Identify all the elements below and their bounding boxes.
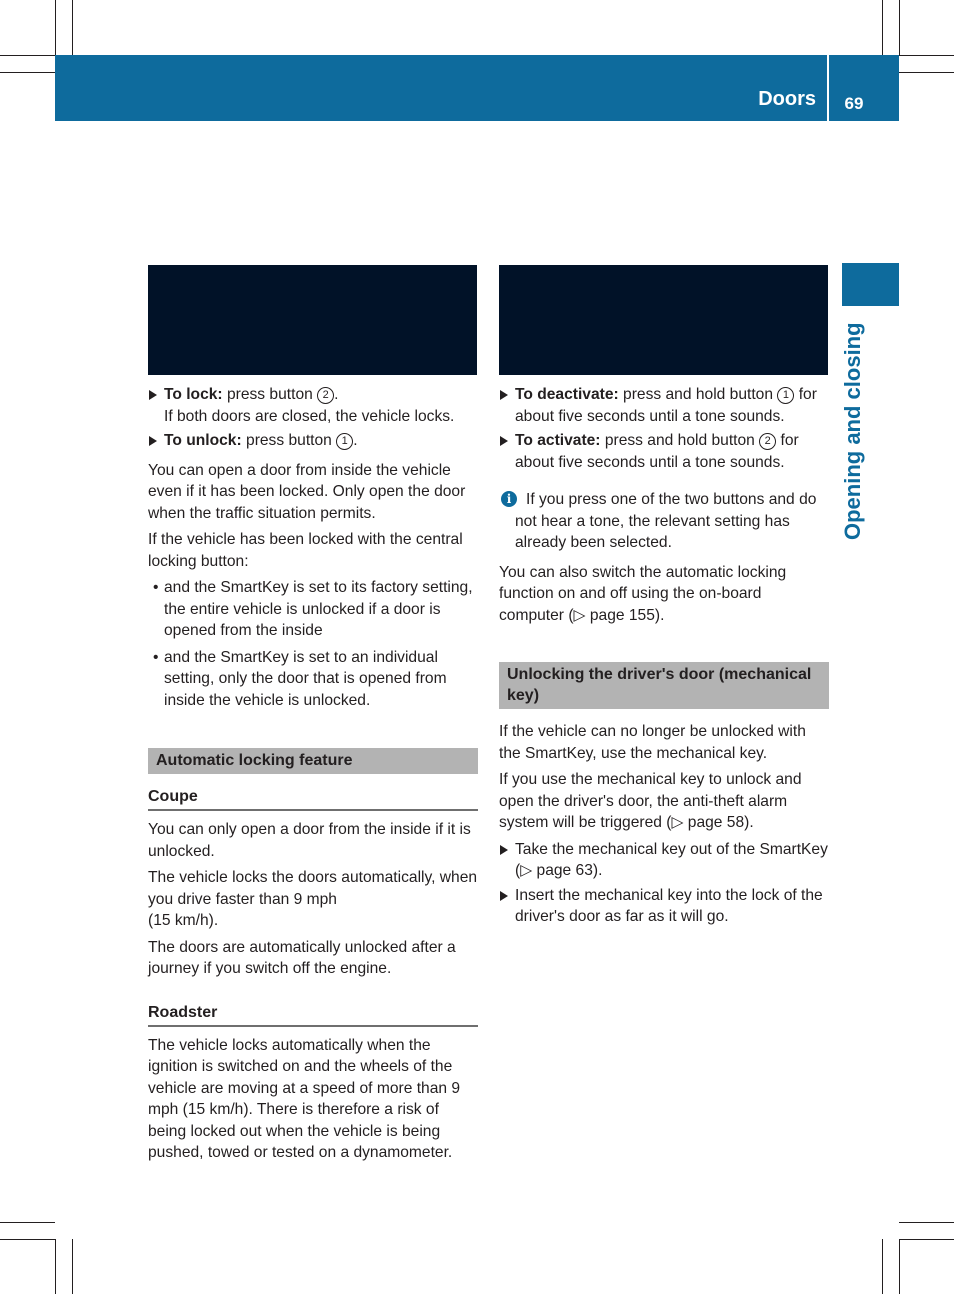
list-item-text: and the SmartKey is set to an individual setting, only the door that is opened from inside the vehicle is unlocked. — [164, 648, 447, 709]
step-arrow-icon — [500, 845, 508, 855]
step-arrow-icon — [149, 436, 157, 446]
paragraph: You can only open a door from the inside if it is unlocked. — [148, 821, 471, 860]
paragraph: If the vehicle has been locked with the central locking button: — [148, 531, 463, 570]
step-text: press button — [246, 432, 332, 449]
crop-mark — [55, 0, 56, 55]
step-label: To activate: — [515, 432, 601, 449]
bullet-dot: • — [153, 648, 159, 666]
crop-mark — [899, 55, 954, 56]
list-item — [148, 647, 478, 712]
info-note — [499, 489, 829, 554]
crop-mark — [882, 1239, 883, 1294]
step-text: Insert the mechanical key into the lock of the driver's door as far as it will go. — [515, 886, 823, 925]
paragraph: The doors are automatically unlocked after a journey if you switch off the engine. — [148, 938, 456, 977]
button-number-icon: 2 — [759, 433, 776, 450]
crop-mark — [0, 1239, 55, 1240]
button-number-icon: 1 — [777, 387, 794, 404]
paragraph: You can open a door from inside the vehicle even if it has been locked. Only open the door when the traffic situation permits. — [148, 461, 466, 522]
crop-mark — [72, 1239, 73, 1294]
subsection-title-coupe: Coupe — [148, 786, 478, 811]
step-text: for about five seconds until a tone sounds. — [515, 386, 817, 425]
crop-mark — [899, 1239, 900, 1294]
button-number-icon: 1 — [336, 433, 353, 450]
chapter-label — [840, 300, 872, 540]
list-item-text: and the SmartKey is set to its factory setting, the entire vehicle is unlocked if a door is opened from the inside — [164, 579, 473, 639]
crop-mark — [55, 1239, 56, 1294]
step-deactivate — [499, 384, 829, 427]
step-text: press button — [226, 386, 313, 403]
left-column — [148, 384, 478, 1169]
step-label: To deactivate: — [515, 386, 619, 403]
paragraph: You can also switch the automatic locking function on and off using the on-board computer (▷ page 155). — [499, 563, 787, 624]
section-title: Doors — [758, 88, 816, 110]
step-lock — [148, 384, 478, 427]
step-arrow-icon — [500, 390, 508, 400]
paragraph: The vehicle locks automatically when the ignition is switched on and the wheels of the vehicle are moving at a speed of more than 9 mph (15 km/h). There is therefore a risk of being locked out when the vehicle is being pushed, towed or tested on a dynamometer. — [148, 1036, 461, 1161]
page-number: 69 — [844, 94, 864, 113]
crop-mark — [0, 1222, 55, 1223]
info-text: If you press one of the two buttons and do not hear a tone, the relevant setting has already been selected. — [515, 491, 817, 551]
step-arrow-icon — [149, 390, 157, 400]
step-unlock — [148, 430, 478, 452]
section-heading: Automatic locking feature — [148, 748, 478, 774]
step-end: . — [334, 386, 339, 403]
paragraph: If the vehicle can no longer be unlocked with the SmartKey, use the mechanical key. — [499, 723, 806, 762]
bullet-dot: • — [153, 579, 159, 596]
step-label: To lock: — [164, 386, 223, 403]
step-insert-key — [499, 885, 829, 928]
paragraph: If you use the mechanical key to unlock and open the driver's door, the anti-theft alarm system will be triggered (▷ page 58). — [499, 771, 802, 831]
step-note: If both doors are closed, the vehicle locks. — [164, 407, 455, 425]
step-text: press and hold button — [623, 386, 774, 403]
step-take-key — [499, 839, 829, 882]
subsection-title-roadster: Roadster — [148, 1002, 478, 1027]
step-activate — [499, 430, 829, 473]
paragraph — [148, 867, 478, 910]
list-item — [148, 577, 478, 642]
section-heading: Unlocking the driver's door (mechanical key) — [499, 662, 829, 709]
crop-mark — [899, 1222, 954, 1223]
crop-mark — [882, 0, 883, 55]
chapter-label-text: Opening and closing — [840, 322, 865, 540]
right-column — [499, 384, 829, 931]
crop-mark — [899, 0, 900, 55]
crop-mark — [899, 1239, 954, 1240]
step-arrow-icon — [500, 891, 508, 901]
step-text: press and hold button — [604, 432, 755, 449]
step-label: To unlock: — [164, 432, 242, 449]
paragraph: (15 km/h). — [148, 912, 219, 929]
step-end: . — [353, 432, 358, 449]
paragraph-line: The vehicle locks the doors automatically, when you drive faster than 9 mph — [148, 869, 478, 908]
step-text: for about five seconds until a tone sounds. — [515, 432, 799, 471]
header-divider — [827, 55, 829, 121]
crop-mark — [0, 72, 55, 73]
crop-mark — [899, 72, 954, 73]
step-arrow-icon — [500, 436, 508, 446]
crop-mark — [0, 55, 55, 56]
crop-mark — [72, 0, 73, 55]
illustration-dark-left — [148, 265, 477, 375]
info-icon: i — [501, 491, 517, 507]
button-number-icon: 2 — [317, 387, 334, 404]
step-text: Take the mechanical key out of the SmartKey (▷ page 63). — [515, 840, 828, 879]
illustration-dark-right — [499, 265, 828, 375]
